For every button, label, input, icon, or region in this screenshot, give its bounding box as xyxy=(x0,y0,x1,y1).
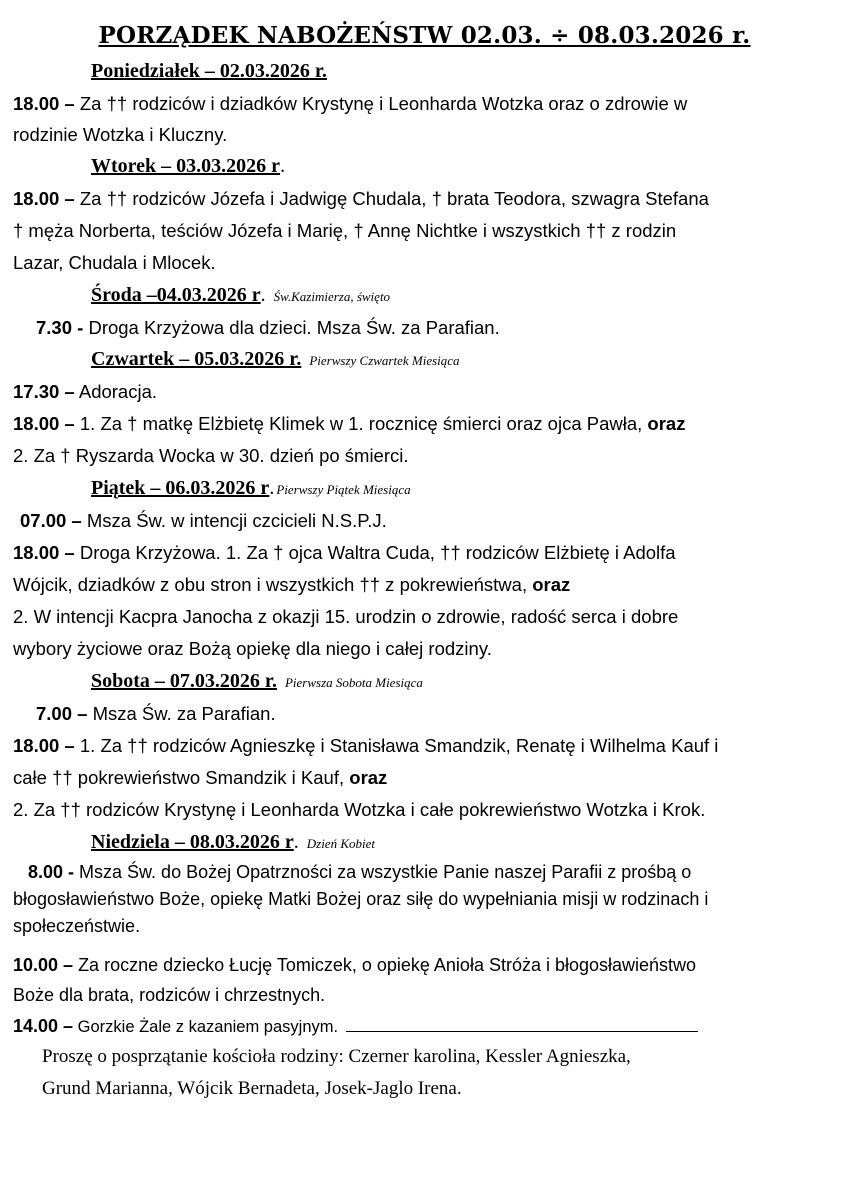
mass-text: Za †† rodziców Józefa i Jadwigę Chudala, † brata Teodora, szwagra Stefana xyxy=(74,188,709,209)
mass-line xyxy=(28,862,691,883)
mass-text: Gorzkie Żale z kazaniem pasyjnym. xyxy=(73,1018,339,1036)
mass-time: 18.00 – xyxy=(13,413,75,434)
cleaning-notice-line: Proszę o posprzątanie kościoła rodziny: Czerner karolina, Kessler Agnieszka, xyxy=(42,1046,631,1067)
day-header-saturday xyxy=(91,670,423,693)
mass-line xyxy=(13,93,687,115)
mass-line xyxy=(13,735,718,757)
mass-text: Droga Krzyżowa. 1. Za † ojca Waltra Cuda, †† rodziców Elżbietę i Adolfa xyxy=(74,542,676,563)
mass-line xyxy=(13,542,676,564)
mass-text: Za roczne dziecko Łucję Tomiczek, o opiekę Anioła Stróża i błogosławieństwo xyxy=(73,955,697,975)
mass-line: błogosławieństwo Boże, opiekę Matki Bożej oraz siłę do wypełniania misji w rodzinach i xyxy=(13,889,709,909)
day-header-friday xyxy=(91,477,411,500)
day-header-monday xyxy=(91,60,327,83)
mass-time: 10.00 – xyxy=(13,955,74,975)
mass-line: † męża Norberta, teściów Józefa i Marię, † Annę Nichtke i wszystkich †† z rodzin xyxy=(13,220,677,241)
cleaning-notice-line: Grund Marianna, Wójcik Bernadeta, Josek-Jaglo Irena. xyxy=(42,1078,462,1099)
mass-line: Lazar, Chudala i Mlocek. xyxy=(13,252,216,273)
mass-time: 8.00 - xyxy=(28,862,75,882)
mass-text: Adoracja. xyxy=(74,381,158,402)
day-suffix: . xyxy=(269,477,275,499)
mass-line xyxy=(36,317,500,339)
oraz-word: oraz xyxy=(349,767,388,788)
page-title: PORZĄDEK NABOŻEŃSTW 02.03. ÷ 08.03.2026 r. xyxy=(98,22,751,49)
mass-text: 1. Za † matkę Elżbietę Klimek w 1. rocznicę śmierci oraz ojca Pawła, xyxy=(74,413,648,434)
mass-line xyxy=(13,955,696,976)
day-suffix: . xyxy=(260,284,266,306)
day-name: Niedziela – 08.03.2026 r xyxy=(91,831,294,853)
oraz-word: oraz xyxy=(647,413,686,434)
mass-text: Msza Św. za Parafian. xyxy=(87,703,276,724)
mass-line xyxy=(13,574,570,596)
mass-line xyxy=(13,767,387,789)
day-note: Pierwsza Sobota Miesiąca xyxy=(284,675,423,690)
mass-line xyxy=(13,381,157,403)
day-header-thursday xyxy=(91,348,460,371)
mass-line: 2. Za †† rodziców Krystynę i Leonharda Wotzka i całe pokrewieństwo Wotzka i Krok. xyxy=(13,799,706,820)
day-name: Piątek – 06.03.2026 r xyxy=(91,477,270,499)
mass-time: 18.00 – xyxy=(13,735,75,756)
mass-line: Boże dla brata, rodziców i chrzestnych. xyxy=(13,985,326,1005)
mass-time: 17.30 – xyxy=(13,381,75,402)
mass-text: całe †† pokrewieństwo Smandzik i Kauf, xyxy=(13,767,350,788)
mass-time: 18.00 – xyxy=(13,93,75,114)
day-header-tuesday xyxy=(91,155,285,178)
mass-time: 7.00 – xyxy=(36,703,88,724)
mass-line: rodzinie Wotzka i Kluczny. xyxy=(13,124,228,145)
mass-line xyxy=(13,1016,698,1037)
day-header-wednesday xyxy=(91,284,390,307)
mass-line: 2. Za † Ryszarda Wocka w 30. dzień po śmierci. xyxy=(13,445,409,466)
mass-text: Msza Św. w intencji czcicieli N.S.P.J. xyxy=(81,510,387,531)
mass-time: 14.00 – xyxy=(13,1016,74,1036)
day-suffix: . xyxy=(280,155,286,177)
mass-line: wybory życiowe oraz Bożą opiekę dla niego i całej rodziny. xyxy=(13,638,492,659)
day-note: Św.Kazimierza, święto xyxy=(273,289,391,304)
mass-line xyxy=(36,703,276,725)
day-name: Środa –04.03.2026 r xyxy=(91,284,261,306)
mass-line xyxy=(13,188,709,210)
mass-time: 07.00 – xyxy=(20,510,82,531)
mass-text: Wójcik, dziadków z obu stron i wszystkich †† z pokrewieństwa, xyxy=(13,574,533,595)
oraz-word: oraz xyxy=(532,574,571,595)
mass-text: 1. Za †† rodziców Agnieszkę i Stanisława Smandzik, Renatę i Wilhelma Kauf i xyxy=(74,735,719,756)
day-name: Poniedziałek – 02.03.2026 xyxy=(91,60,310,82)
mass-text: Za †† rodziców i dziadków Krystynę i Leonharda Wotzka oraz o zdrowie w xyxy=(74,93,688,114)
day-suffix: . xyxy=(293,831,299,853)
mass-text: Msza Św. do Bożej Opatrzności za wszystkie Panie naszej Parafii z prośbą o xyxy=(74,862,692,882)
mass-line: społeczeństwie. xyxy=(13,916,141,936)
day-note: Pierwszy Czwartek Miesiąca xyxy=(309,353,460,368)
day-suffix: r. xyxy=(309,60,327,82)
mass-line xyxy=(13,413,685,435)
mass-line: 2. W intencji Kacpra Janocha z okazji 15. urodzin o zdrowie, radość serca i dobre xyxy=(13,606,679,627)
mass-text: Droga Krzyżowa dla dzieci. Msza Św. za Parafian. xyxy=(83,317,500,338)
mass-time: 7.30 - xyxy=(36,317,84,338)
day-name: Wtorek – 03.03.2026 r xyxy=(91,155,281,177)
day-name: Sobota – 07.03.2026 r. xyxy=(91,670,277,692)
mass-time: 18.00 – xyxy=(13,542,75,563)
mass-line xyxy=(20,510,387,532)
day-note: Pierwszy Piątek Miesiąca xyxy=(276,482,411,497)
day-header-sunday xyxy=(91,831,375,854)
mass-time: 18.00 – xyxy=(13,188,75,209)
blank-underline xyxy=(346,1017,698,1032)
day-note: Dzień Kobiet xyxy=(306,836,375,851)
day-name: Czwartek – 05.03.2026 r. xyxy=(91,348,302,370)
